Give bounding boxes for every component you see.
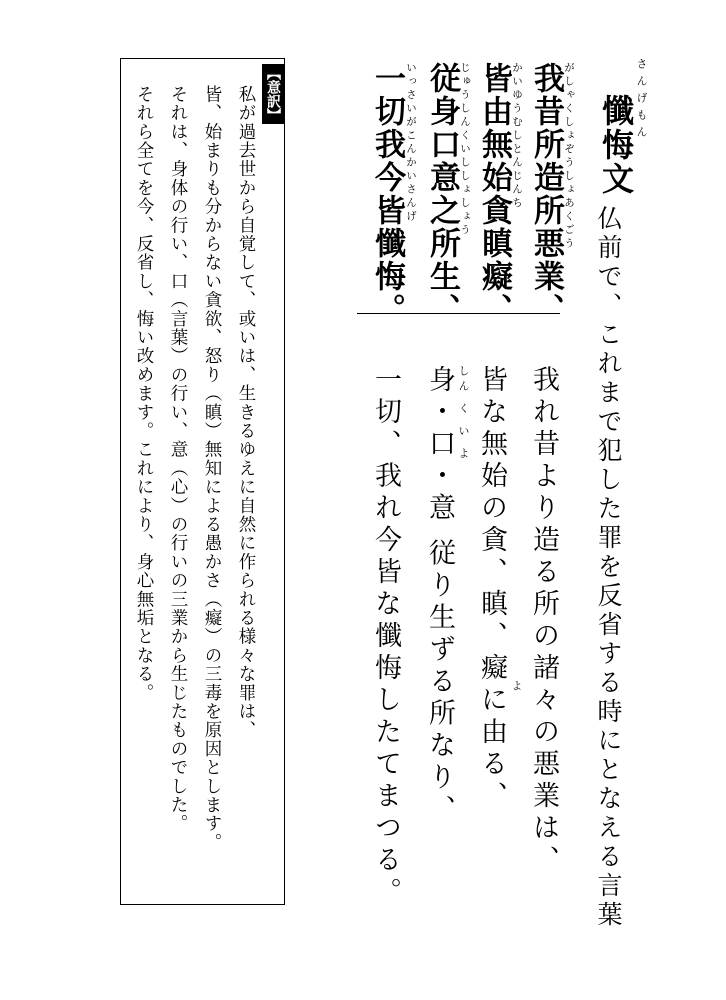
page-subtitle: 仏前で、これまで犯した罪を反省する時にとなえる言葉 [594,205,623,930]
sutra-line-2: 皆由無始貪瞋癡、 [476,62,512,326]
kundoku-line-3: 身・口・意 従り生ずる所なり、 [424,365,455,827]
translation-line-4: それら全てを今、反省し、悔い改めます。これにより、身心無垢となる。 [134,85,154,703]
title-ruby: さんげもん [635,58,648,143]
sutra-line-4: 一切我今皆懺悔。 [369,62,405,326]
kundoku-line-4: 一切、我れ今皆な懺悔したてまつる。 [370,365,401,909]
sutra-line-3-ruby: じゅうしんくいししょしょう [459,62,471,238]
kundoku-line-2-ruby: よ [510,680,523,695]
translation-line-1: 私が過去世から自覚して、或いは、生きるゆえに自然に作られる様々な罪は、 [236,85,256,740]
sutra-line-4-ruby: いっさいがこんかいさんげ [405,62,417,224]
section-divider [357,313,560,314]
sutra-line-1: 我昔所造所悪業、 [528,62,564,326]
sutra-line-2-ruby: かいゆうむしとんじんち [511,62,523,211]
page-title: 懺悔文 [597,94,635,196]
sutra-line-1-ruby: がしゃくしょぞうしょあくごう [563,62,575,251]
translation-line-2: 皆、始まりも分からない貪欲、怒り（瞋）無知による愚かさ（癡）の三毒を原因とします。 [202,85,222,852]
translation-heading: 【意訳】 [262,64,284,124]
kundoku-line-2: 皆な無始の貪、瞋、癡に由る、 [476,365,507,813]
sutra-line-3: 従身口意之所生、 [424,62,460,326]
kundoku-line-3-ruby: しん く い よ [457,365,470,463]
translation-line-3: それは、身体の行い、口（言葉）の行い、意（心）の行いの三業から生じたものでした。 [168,85,188,833]
kundoku-line-1: 我れ昔より造る所の諸々の悪業は、 [528,365,559,877]
